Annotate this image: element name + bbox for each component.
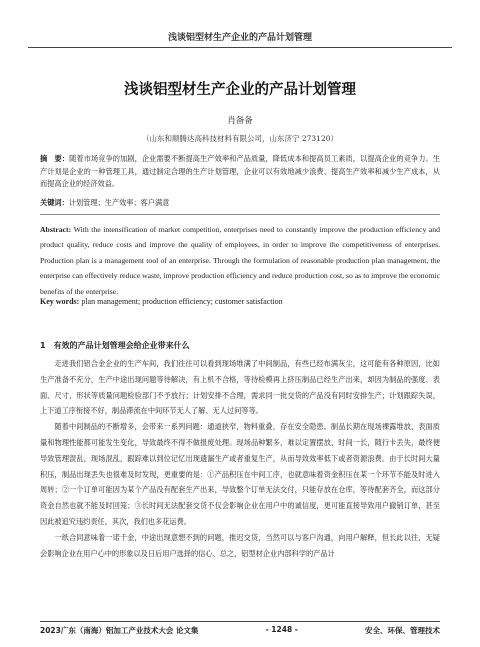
keywords-cn	[40, 197, 440, 210]
paper-title: 浅谈铝型材生产企业的产品计划管理	[124, 82, 356, 98]
keywords-en-text: plan management; production efficiency; customer satisfaction	[81, 297, 283, 306]
footer-section: 安全、环保、管理技术	[365, 626, 440, 635]
author-affiliation: （山东和顺腾达高科技材料有限公司，山东济宁 273120）	[141, 134, 338, 143]
keywords-en-label: Key words:	[40, 297, 80, 306]
body-paragraph: 一纸合同意味着一诺千金，中途出现意想不到的问题，推迟交货，当然可以与客户沟通，向用户解释，但长此以往，无疑会影响企业在用户心中的形象以及日后用户选择的信心、总之，铝型材企业内部科学的产品计	[40, 532, 440, 558]
abstract-en-label: Abstract:	[40, 225, 72, 234]
footer-proceedings: 2023广东（南海）铝加工产业技术大会 论文集	[40, 626, 199, 635]
abstract-cn-text: 随着市场竞争的加剧，企业需要不断提高生产效率和产品质量，降低成本和提高员工素质，以提高企业的竞争力。生产计划是企业的一种管理工具，通过制定合理的生产计划管理，企业可以有效地减少浪费、提高生产效率和减少生产成本，从而提高企业的经济效益。	[40, 154, 440, 188]
running-header: 浅谈铝型材生产企业的产品计划管理	[28, 30, 452, 48]
page-number: - 1248 -	[265, 625, 298, 634]
abstract-cn	[40, 153, 440, 191]
keywords-cn-label: 关键词：	[40, 198, 69, 207]
keywords-cn-text: 计划管理；生产效率；客户满意	[68, 198, 170, 207]
body-paragraph: 走进我们铝合金企业的生产车间，我们往往可以看到现场堆满了中间制品，有些已经布满灰尘，这可能有各种原因，比如生产准备不充分，生产中途出现问题等待解决，有上机不合格，等待检模再上挤压制品已经生产出来，却因为制品的强度、表面、尺寸，形状等质量问题检验部门不予放行；计划安排不合理，需求同一批交货的产品没有同时安排生产；计划跟踪失误，上下道工序衔接不好，制品滞流在中间环节无人了解、无人过问等等。	[40, 359, 440, 416]
author-name: 肖备备	[227, 116, 253, 126]
abstract-en	[40, 222, 440, 299]
abstract-en-text: With the intensification of market competition, enterprises need to constantly improve the production efficiency and product quality, reduce costs and improve the quality of employees, in order to improve the competitiveness of enterprises. Production plan is a management tool of an enterprise. Through the formulation of reasonable production plan management, the enterprise can effectively reduce waste, improve production efficiency and reduce production cost, so as to improve the economic benefits of the enterprise.	[40, 225, 440, 296]
abstract-cn-label: 摘 要：	[40, 154, 70, 163]
body-text	[40, 356, 440, 561]
page-footer	[40, 621, 440, 636]
abstract-divider	[40, 214, 440, 215]
body-paragraph: 随着中间制品的不断增多，会带来一系列问题：通道狭窄，物料重叠，存在安全隐患。制品长期在现场裸露堆放，表面质量和物理性能都可能发生变化，导致最终不得不做报废处理。现场品种繁多，难以定置摆放，时间一长，随行卡丢失，最终便导致管理混乱，现场混乱，跟踪难以到位记忆出现遗漏生产或者重复生产，从而导致效率低下或者资源浪费。由于长时间大量积压，制品出现丢失也很难及时发现，更重要的是：①产品积压在中间工序，也就意味着资金积压在某一个环节不能及时进入周转；②一个订单可能因为某个产品没有配套生产出来，导致整个订单无法交付，只能存放在仓库，等待配套齐全，而这部分资金自然也就不能及时回笼；③长时间无法配套交货不仅会影响企业在用户中的诚信度，更可能直接导致用户撤销订单，甚至因此被追究违约责任，其次，我们也多花运费。	[40, 422, 440, 526]
keywords-en	[40, 296, 440, 309]
section-heading: 1 有效的产品计划管理会给企业带来什么	[40, 341, 190, 350]
